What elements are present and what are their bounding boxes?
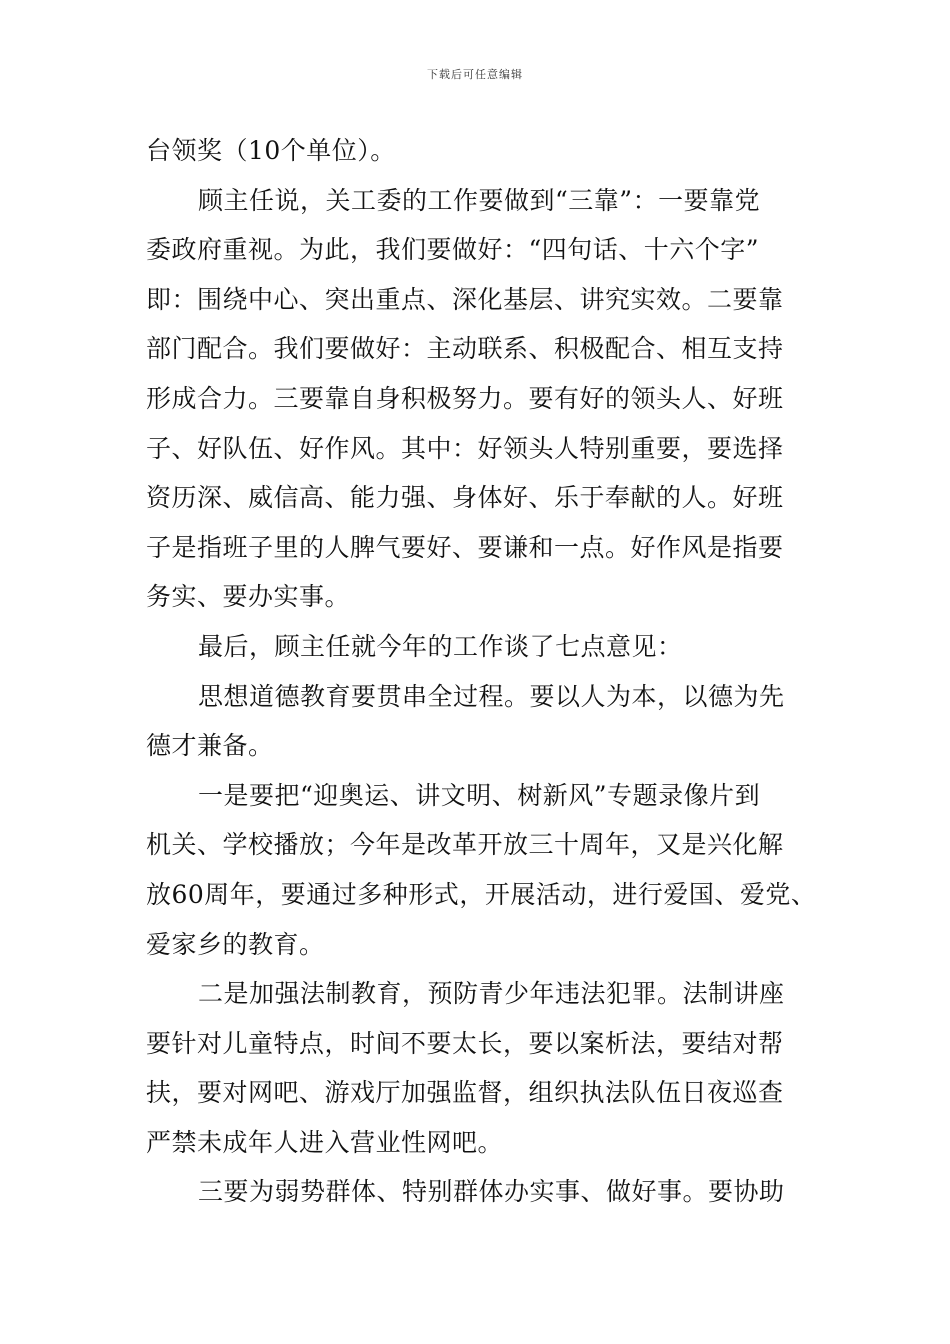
- text-line: 爱家乡的教育。: [146, 929, 325, 959]
- text-line: 顾主任说，关工委的工作要做到“三靠”：一要靠党: [198, 185, 761, 215]
- text-line: 台领奖（10个单位）。: [146, 136, 396, 165]
- text-line: 一是要把“迎奥运、讲文明、树新风”专题录像片到: [198, 780, 761, 810]
- text-line: 部门配合。我们要做好：主动联系、积极配合、相互支持: [146, 334, 784, 364]
- text-line: 务实、要办实事。: [146, 582, 351, 612]
- text-line: 最后，顾主任就今年的工作谈了七点意见：: [198, 631, 683, 661]
- text-line: 资历深、威信高、能力强、身体好、乐于奉献的人。好班: [146, 483, 784, 513]
- body-text: [146, 126, 836, 1217]
- text-line: 子是指班子里的人脾气要好、要谦和一点。好作风是指要: [146, 532, 784, 562]
- text-line: 三要为弱势群体、特别群体办实事、做好事。要协助: [198, 1177, 785, 1207]
- text-line: 要针对儿童特点，时间不要太长，要以案析法，要结对帮: [146, 1028, 784, 1058]
- text-line: 机关、学校播放；今年是改革开放三十周年，又是兴化解: [146, 830, 784, 860]
- text-line: 二是加强法制教育，预防青少年违法犯罪。法制讲座: [198, 979, 785, 1009]
- text-line: 放60周年，要通过多种形式，开展活动，进行爱国、爱党、: [146, 879, 817, 909]
- text-line: 即：围绕中心、突出重点、深化基层、讲究实效。二要靠: [146, 284, 784, 314]
- text-line: 子、好队伍、好作风。其中：好领头人特别重要，要选择: [146, 433, 784, 463]
- text-line: 形成合力。三要靠自身积极努力。要有好的领头人、好班: [146, 383, 784, 413]
- text-line: 德才兼备。: [146, 731, 274, 761]
- header-note: 下载后可任意编辑: [427, 68, 523, 81]
- text-line: 严禁未成年人进入营业性网吧。: [146, 1127, 504, 1157]
- text-line: 扶，要对网吧、游戏厅加强监督，组织执法队伍日夜巡查: [146, 1078, 784, 1108]
- text-line: 委政府重视。为此，我们要做好：“四句话、十六个字”: [146, 235, 760, 265]
- text-line: 思想道德教育要贯串全过程。要以人为本，以德为先: [198, 681, 785, 711]
